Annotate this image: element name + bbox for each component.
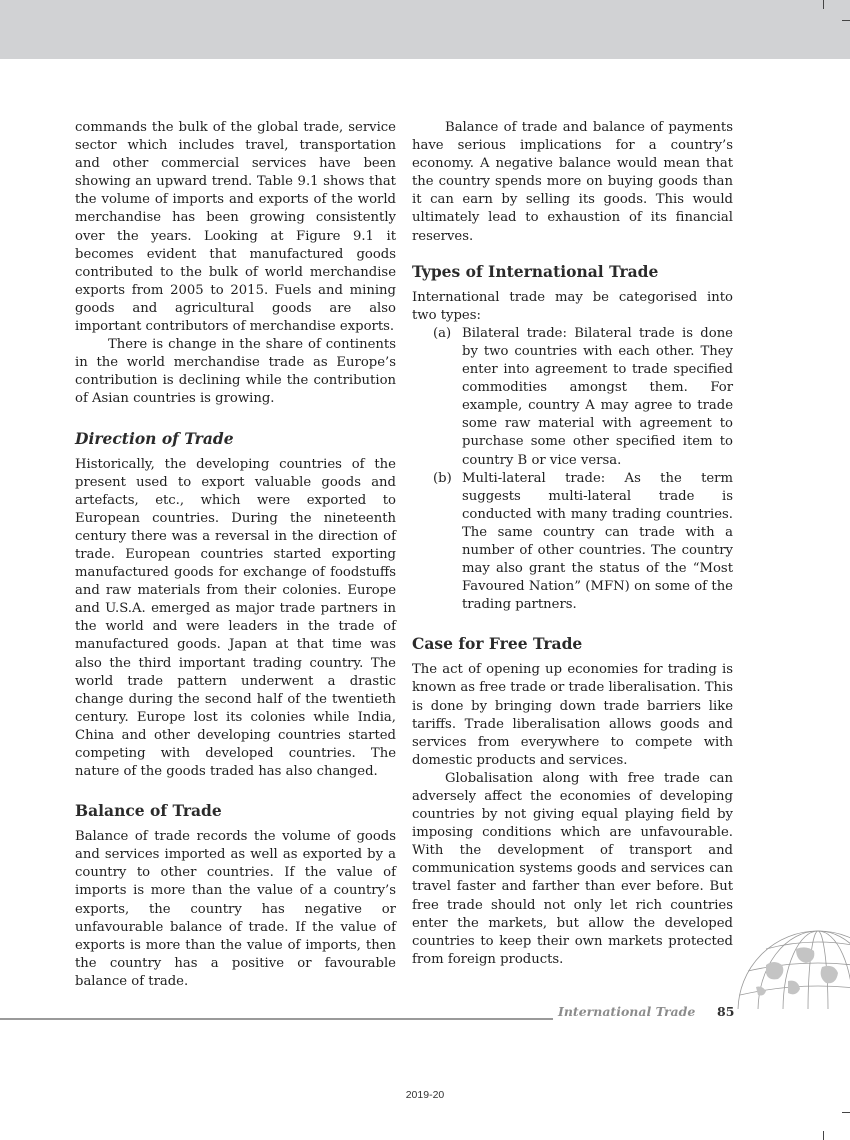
- list-item: [412, 470, 733, 615]
- list-marker: (b): [433, 470, 452, 486]
- top-band: [0, 0, 850, 59]
- running-footer-title: International Trade: [558, 1004, 696, 1019]
- print-year: 2019-20: [405, 1089, 445, 1101]
- paragraph: commands the bulk of the global trade, service sector which includes travel, transportation and other commercial services have been showing an upward trend. Table 9.1 shows that the volume of imports and exports of the world merchandise has been growing consistently over the years. Looking at Figure 9.1 it becomes evident that manufactured goods contributed to the bulk of world merchandise exports from 2005 to 2015. Fuels and mining goods and agricultural goods are also important contributors of merchandise exports.: [75, 120, 396, 335]
- crop-mark: [842, 1112, 850, 1113]
- globe-icon: [736, 925, 850, 1009]
- left-column: [75, 119, 396, 991]
- section-heading-types-of-international-trade: Types of International Trade: [412, 261, 659, 281]
- footer-rule: [0, 1018, 553, 1020]
- page-number: 85: [717, 1004, 735, 1019]
- paragraph: There is change in the share of continents in the world merchandise trade as Europe’s contribution is declining while the contribution of Asian countries is growing.: [75, 337, 396, 407]
- paragraph: The act of opening up economies for trading is known as free trade or trade liberalisation. This is done by bringing down trade barriers like tariffs. Trade liberalisation allows goods and services from everywhere to compete with domestic products and services.: [412, 662, 733, 768]
- list-item-text: Multi-lateral trade: As the term suggests multi-lateral trade is conducted with many trading countries. The same country can trade with a number of other countries. The country may also grant the status of the “Most Favoured Nation” (MFN) on some of the trading partners.: [462, 470, 733, 613]
- crop-mark: [842, 20, 850, 21]
- crop-mark: [823, 0, 824, 9]
- section-heading-direction-of-trade: Direction of Trade: [75, 428, 234, 448]
- crop-mark: [823, 1131, 824, 1140]
- paragraph: Historically, the developing countries of the present used to export valuable goods and artefacts, etc., which were exported to European countries. During the nineteenth century there was a reversal in the direction of trade. European countries started exporting manufactured goods for exchange of foodstuffs and raw materials from their colonies. Europe and U.S.A. emerged as major trade partners in the world and were leaders in the trade of manufactured goods. Japan at that time was also the third important trading country. The world trade pattern underwent a drastic change during the second half of the twentieth century. Europe lost its colonies while India, China and other developing countries started competing with developed countries. The nature of the goods traded has also changed.: [75, 456, 396, 780]
- list-marker: (a): [433, 325, 452, 341]
- section-heading-balance-of-trade: Balance of Trade: [75, 801, 222, 821]
- list-item-text: Bilateral trade: Bilateral trade is done by two countries with each other. They enter into agreement to trade specified commodities amongst them. For example, country A may agree to trade some raw material with agreement to purchase some other specified item to country B or vice versa.: [462, 325, 733, 468]
- right-column: [412, 119, 733, 969]
- trade-types-list: [412, 325, 733, 615]
- paragraph: Balance of trade and balance of payments have serious implications for a country’s economy. A negative balance would mean that the country spends more on buying goods than it can earn by selling its goods. This would ultimately lead to exhaustion of its financial reserves.: [412, 120, 733, 244]
- paragraph: Balance of trade records the volume of goods and services imported as well as exported by a country to other countries. If the value of imports is more than the value of a country’s exports, the country has negative or unfavourable balance of trade. If the value of exports is more than the value of imports, then the country has a positive or favourable balance of trade.: [75, 829, 396, 989]
- paragraph: International trade may be categorised into two types:: [412, 289, 733, 323]
- paragraph: Globalisation along with free trade can adversely affect the economies of developing countries by not giving equal playing field by imposing conditions which are unfavourable. With the development of transport and communication systems goods and services can travel faster and farther than ever before. But free trade should not only let rich countries enter the markets, but allow the developed countries to keep their own markets protected from foreign products.: [412, 770, 733, 967]
- list-item: [412, 325, 733, 470]
- section-heading-case-for-free-trade: Case for Free Trade: [412, 634, 583, 654]
